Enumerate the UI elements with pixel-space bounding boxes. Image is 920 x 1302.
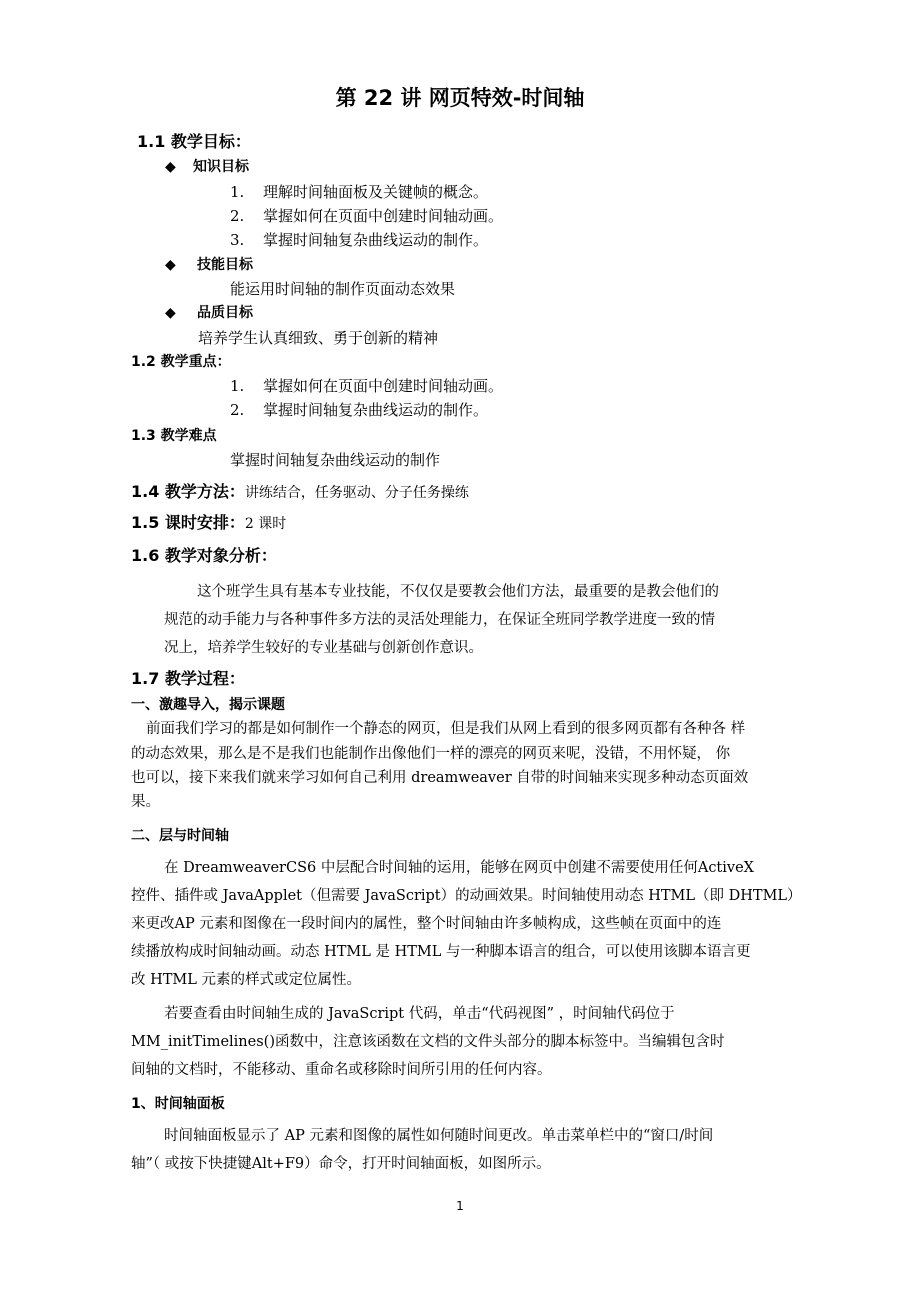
paragraph-line: 改 HTML 元素的样式或定位属性。 bbox=[131, 972, 362, 988]
diamond-bullet-icon: ◆ bbox=[165, 257, 176, 273]
paragraph-line: 这个班学生具有基本专业技能，不仅仅是要教会他们方法，最重要的是教会他们的 bbox=[197, 584, 719, 600]
diamond-bullet-icon: ◆ bbox=[165, 305, 176, 321]
paragraph-line: 在 DreamweaverCS6 中层配合时间轴的运用，能够在网页中创建不需要使用任何ActiveX bbox=[164, 860, 754, 876]
paragraph-line: 若要查看由时间轴生成的 JavaScript 代码，单击“代码视图” ，时间轴代码位于 bbox=[164, 1006, 675, 1022]
diamond-bullet-icon: ◆ bbox=[165, 159, 176, 175]
paragraph-line: 规范的动手能力与各种事件多方法的灵活处理能力，在保证全班同学教学进度一致的情 bbox=[164, 612, 715, 628]
page-title: 第 22 讲 网页特效-时间轴 bbox=[335, 86, 585, 110]
knowledge-goal-heading: ◆ 知识目标 bbox=[165, 159, 249, 175]
paragraph-line: 况上，培养学生较好的专业基础与创新创作意识。 bbox=[164, 640, 483, 656]
section-1-6-heading: 1.6 教学对象分析： bbox=[131, 546, 277, 565]
paragraph-line: 轴”（ 或按下快捷键Alt+F9）命令，打开时间轴面板，如图所示。 bbox=[131, 1156, 551, 1172]
paragraph-line: 果。 bbox=[131, 794, 160, 810]
part-2-heading: 二、层与时间轴 bbox=[131, 828, 229, 844]
skill-goal-text: 能运用时间轴的制作页面动态效果 bbox=[230, 280, 456, 298]
section-1-1-heading: 1.1 教学目标： bbox=[137, 132, 251, 151]
section-1-3-text: 掌握时间轴复杂曲线运动的制作 bbox=[230, 451, 441, 469]
section-1-2-heading: 1.2 教学重点： bbox=[131, 354, 231, 370]
part-1-heading: 一、激趣导入，揭示课题 bbox=[131, 697, 285, 713]
list-item: 1. 掌握如何在页面中创建时间轴动画。 bbox=[230, 377, 504, 395]
quality-goal-text: 培养学生认真细致、勇于创新的精神 bbox=[198, 329, 439, 347]
paragraph-line: 续播放构成时间轴动画。动态 HTML 是 HTML 与一种脚本语言的组合，可以使用该脚本语言更 bbox=[131, 944, 751, 960]
quality-goal-heading: ◆ 品质目标 bbox=[165, 305, 253, 321]
section-1-5: 1.5 课时安排：2 课时 bbox=[131, 513, 287, 532]
list-item: 2. 掌握时间轴复杂曲线运动的制作。 bbox=[230, 401, 489, 419]
list-item: 1. 理解时间轴面板及关键帧的概念。 bbox=[230, 183, 489, 201]
list-item: 2. 掌握如何在页面中创建时间轴动画。 bbox=[230, 207, 504, 225]
section-1-7-heading: 1.7 教学过程： bbox=[131, 669, 245, 688]
paragraph-line: 的动态效果，那么是不是我们也能制作出像他们一样的漂亮的网页来呢，没错，不用怀疑， 你 bbox=[131, 746, 731, 762]
paragraph-line: 间轴的文档时，不能移动、重命名或移除时间所引用的任何内容。 bbox=[131, 1062, 552, 1078]
page-number: 1 bbox=[456, 1199, 464, 1213]
section-1-3-heading: 1.3 教学难点 bbox=[131, 428, 217, 444]
section-1-4: 1.4 教学方法：讲练结合，任务驱动、分子任务操练 bbox=[131, 482, 469, 501]
paragraph-line: 控件、插件或 JavaApplet（但需要 JavaScript）的动画效果。时间轴使用动态 HTML（即 DHTML） bbox=[131, 888, 802, 904]
part-3-heading: 1、时间轴面板 bbox=[131, 1096, 225, 1112]
paragraph-line: 也可以，接下来我们就来学习如何自己利用 dreamweaver 自带的时间轴来实现多种动态页面效 bbox=[131, 770, 749, 786]
paragraph-line: 前面我们学习的都是如何制作一个静态的网页，但是我们从网上看到的很多网页都有各种各 样 bbox=[146, 721, 746, 737]
list-item: 3. 掌握时间轴复杂曲线运动的制作。 bbox=[230, 231, 489, 249]
paragraph-line: MM_initTimelines()函数中，注意该函数在文档的文件头部分的脚本标签中。当编辑包含时 bbox=[131, 1034, 725, 1050]
paragraph-line: 来更改AP 元素和图像在一段时间内的属性，整个时间轴由许多帧构成，这些帧在页面中的连 bbox=[131, 916, 722, 932]
skill-goal-heading: ◆ 技能目标 bbox=[165, 257, 253, 273]
paragraph-line: 时间轴面板显示了 AP 元素和图像的属性如何随时间更改。单击菜单栏中的“窗口/时间 bbox=[164, 1128, 714, 1144]
